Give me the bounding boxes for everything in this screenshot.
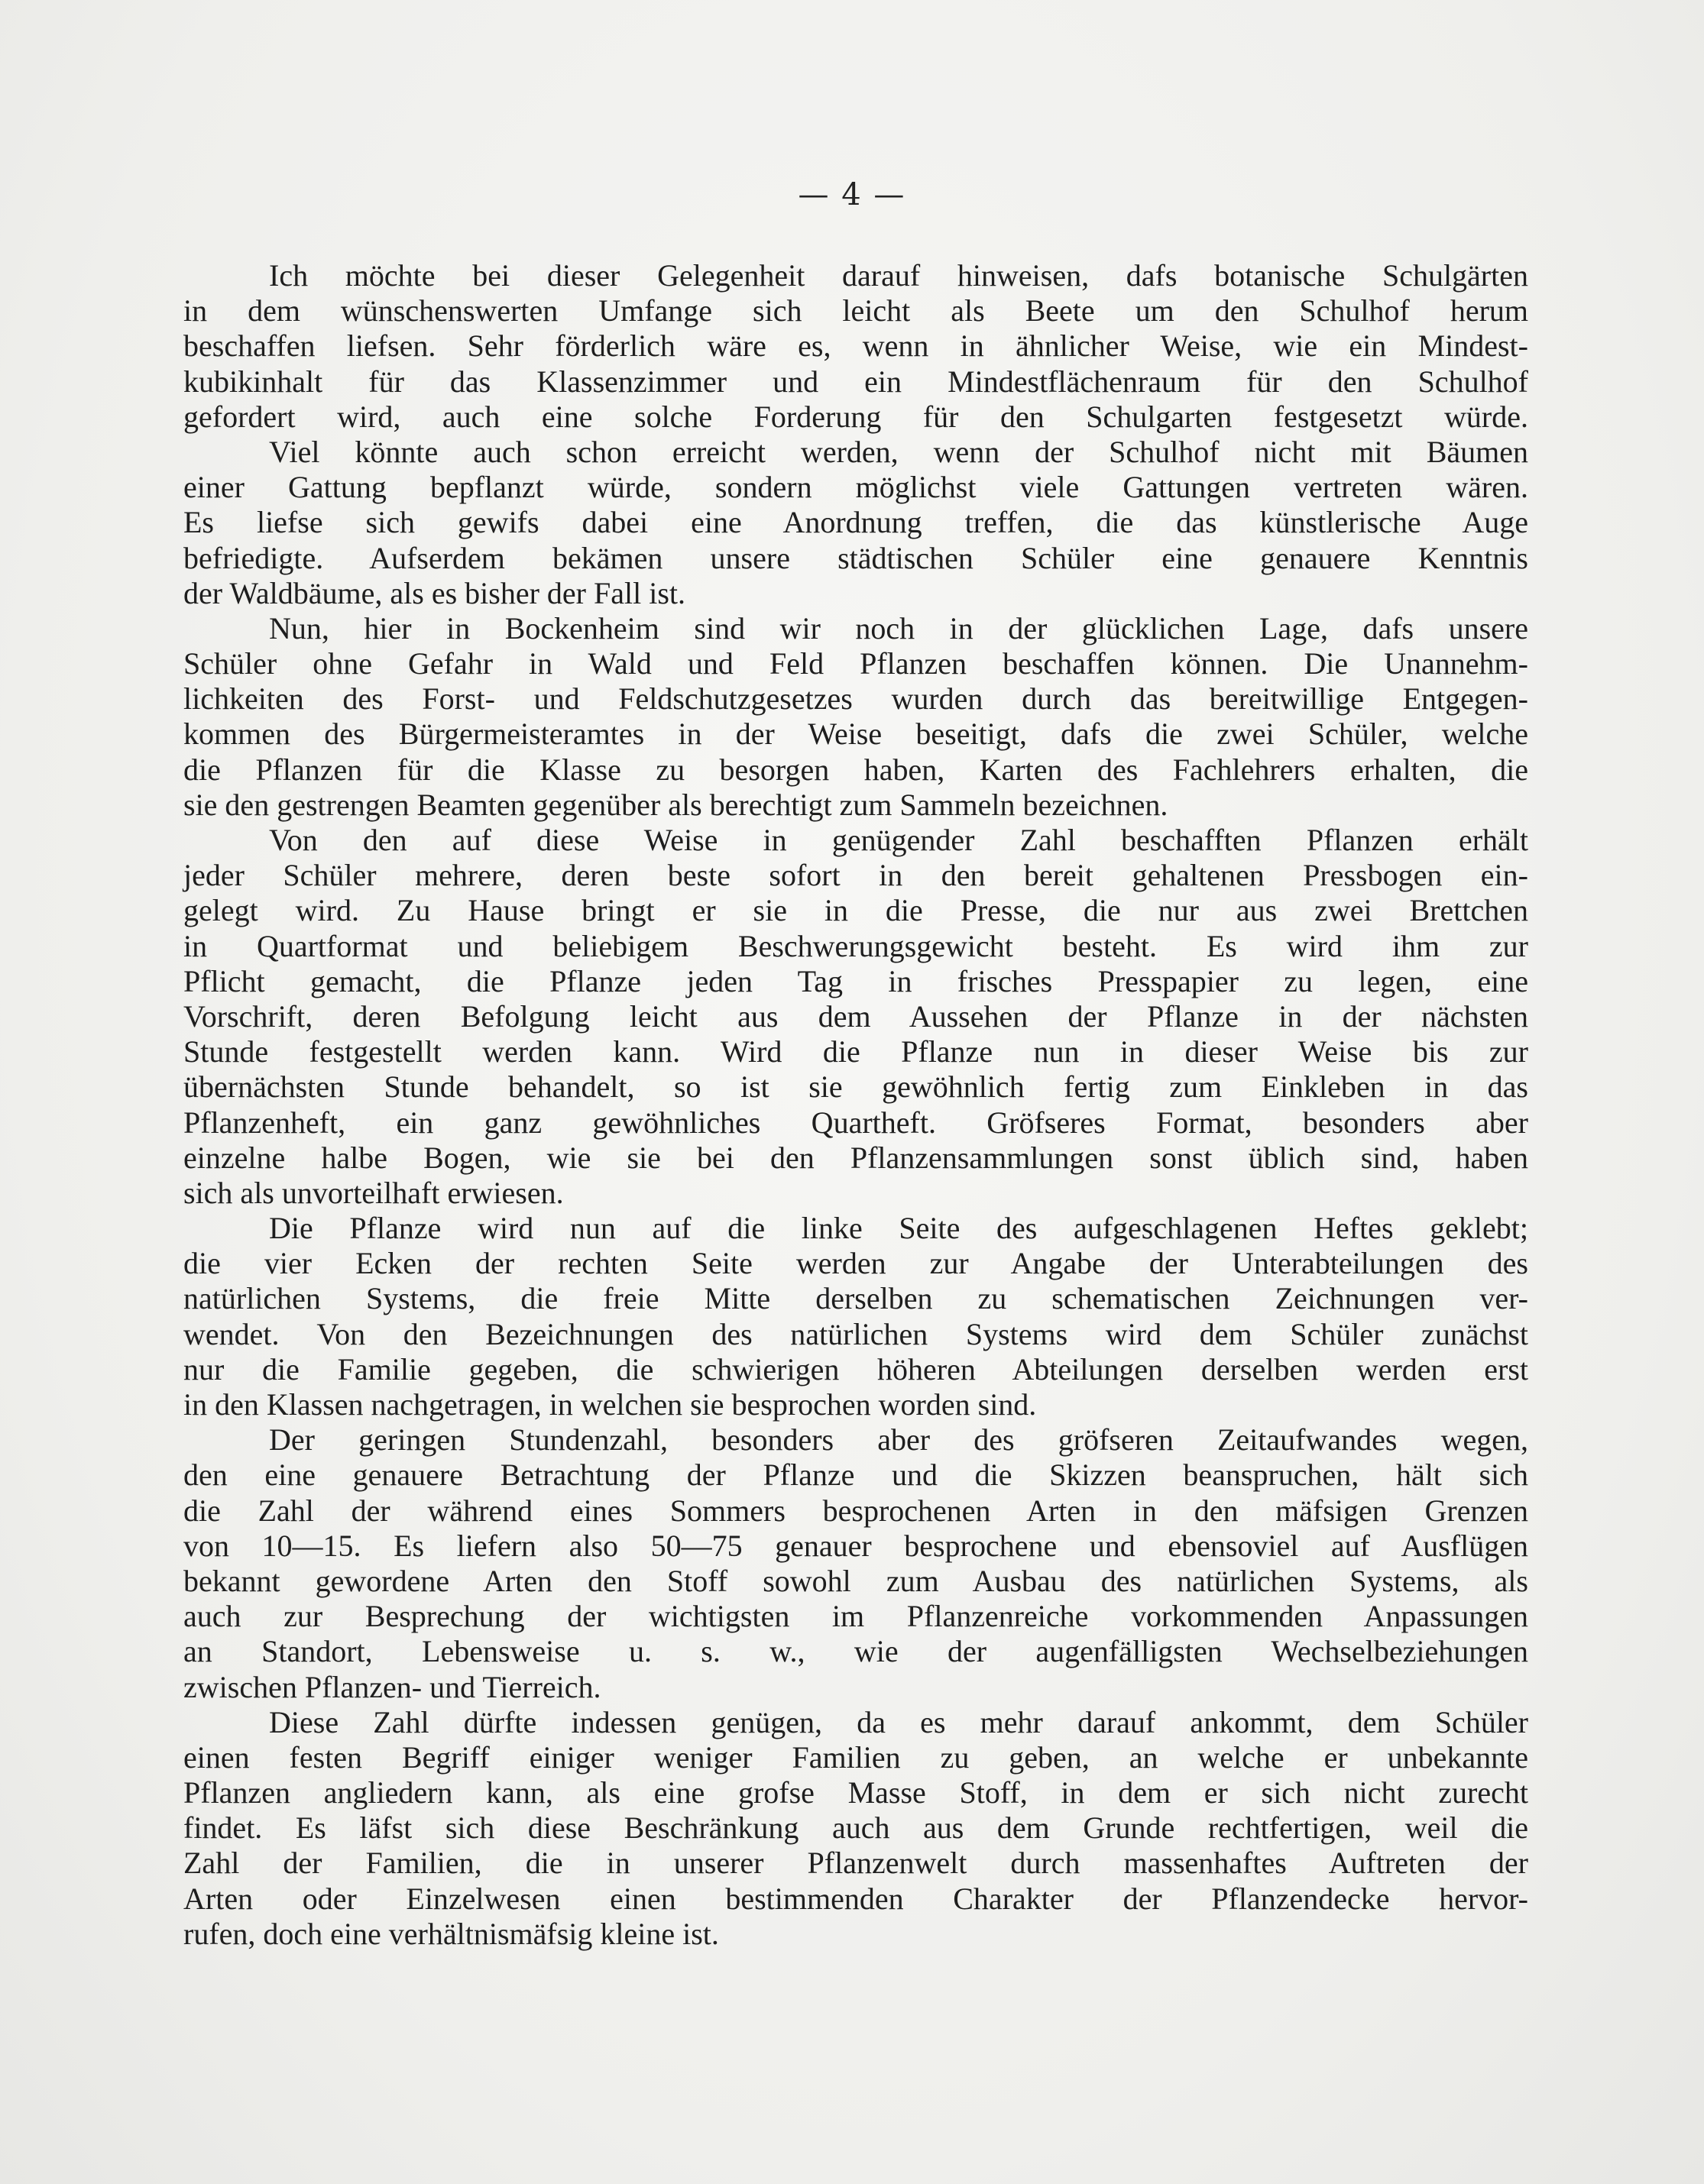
text-line: sie den gestrengen Beamten gegenüber als berechtigt zum Sammeln bezeichnen. (183, 787, 1168, 822)
text-line: der Waldbäume, als es bisher der Fall ist. (183, 575, 685, 610)
text-line: kubikinhalt für das Klassenzimmer und ein Mindestflächenraum für den Schulhof (183, 364, 1528, 399)
text-line: Pflicht gemacht, die Pflanze jeden Tag in frisches Presspapier zu legen, eine (183, 963, 1528, 998)
text-line: Schüler ohne Gefahr in Wald und Feld Pflanzen beschaffen können. Die Unannehm- (183, 646, 1528, 681)
text-line: jeder Schüler mehrere, deren beste sofort in den bereit gehaltenen Pressbogen ein- (183, 858, 1528, 893)
text-line: findet. Es läfst sich diese Beschränkung auch aus dem Grunde rechtfertigen, weil die (183, 1810, 1528, 1846)
text-line: Arten oder Einzelwesen einen bestimmenden Charakter der Pflanzendecke hervor- (183, 1881, 1528, 1916)
text-line: von 10—15. Es liefern also 50—75 genauer besprochene und ebensoviel auf Ausflügen (183, 1528, 1528, 1563)
text-line: einer Gattung bepflanzt würde, sondern möglichst viele Gattungen vertreten wären. (183, 470, 1528, 505)
text-line: Die Pflanze wird nun auf die linke Seite des aufgeschlagenen Heftes geklebt; (269, 1211, 1528, 1246)
text-line: die vier Ecken der rechten Seite werden zur Angabe der Unterabteilungen des (183, 1246, 1528, 1281)
text-line: Stunde festgestellt werden kann. Wird die Pflanze nun in dieser Weise bis zur (183, 1034, 1528, 1069)
text-line: Ich möchte bei dieser Gelegenheit darauf hinweisen, dafs botanische Schulgärten (269, 258, 1528, 293)
text-line: Viel könnte auch schon erreicht werden, wenn der Schulhof nicht mit Bäumen (269, 434, 1528, 469)
text-line: beschaffen liefsen. Sehr förderlich wäre es, wenn in ähnlicher Weise, wie ein Mindest- (183, 328, 1528, 364)
page-number: — 4 — (798, 177, 906, 212)
text-line: Zahl der Familien, die in unserer Pflanzenwelt durch massenhaftes Auftreten der (183, 1846, 1528, 1881)
body-text (183, 258, 1528, 1952)
text-line: die Pflanzen für die Klasse zu besorgen haben, Karten des Fachlehrers erhalten, die (183, 752, 1528, 787)
text-line: natürlichen Systems, die freie Mitte derselben zu schematischen Zeichnungen ver- (183, 1281, 1528, 1316)
text-line: einzelne halbe Bogen, wie sie bei den Pflanzensammlungen sonst üblich sind, haben (183, 1140, 1528, 1175)
text-line: kommen des Bürgermeisteramtes in der Weise beseitigt, dafs die zwei Schüler, welche (183, 717, 1528, 752)
text-line: Der geringen Stundenzahl, besonders aber des gröfseren Zeitaufwandes wegen, (269, 1422, 1528, 1458)
text-line: wendet. Von den Bezeichnungen des natürlichen Systems wird dem Schüler zunächst (183, 1316, 1528, 1351)
text-line: auch zur Besprechung der wichtigsten im Pflanzenreiche vorkommenden Anpassungen (183, 1599, 1528, 1634)
text-line: den eine genauere Betrachtung der Pflanze und die Skizzen beanspruchen, hält sich (183, 1458, 1528, 1493)
text-line: gelegt wird. Zu Hause bringt er sie in die Presse, die nur aus zwei Brettchen (183, 893, 1528, 928)
text-line: Pflanzen angliedern kann, als eine grofse Masse Stoff, in dem er sich nicht zurecht (183, 1775, 1528, 1810)
text-line: in den Klassen nachgetragen, in welchen sie besprochen worden sind. (183, 1387, 1037, 1422)
text-line: die Zahl der während eines Sommers besprochenen Arten in den mäfsigen Grenzen (183, 1493, 1528, 1528)
text-line: Es liefse sich gewifs dabei eine Anordnung treffen, die das künstlerische Auge (183, 505, 1528, 540)
text-line: übernächsten Stunde behandelt, so ist sie gewöhnlich fertig zum Einkleben in das (183, 1069, 1528, 1105)
text-line: Nun, hier in Bockenheim sind wir noch in der glücklichen Lage, dafs unsere (269, 610, 1528, 645)
text-line: gefordert wird, auch eine solche Forderung für den Schulgarten festgesetzt würde. (183, 399, 1528, 434)
text-line: nur die Familie gegeben, die schwierigen höheren Abteilungen derselben werden erst (183, 1351, 1528, 1386)
text-line: in dem wünschenswerten Umfange sich leicht als Beete um den Schulhof herum (183, 293, 1528, 328)
text-line: sich als unvorteilhaft erwiesen. (183, 1175, 564, 1210)
text-line: Von den auf diese Weise in genügender Zahl beschafften Pflanzen erhält (269, 823, 1528, 857)
text-line: lichkeiten des Forst- und Feldschutzgesetzes wurden durch das bereitwillige Entgegen- (183, 681, 1528, 717)
text-line: an Standort, Lebensweise u. s. w., wie der augenfälligsten Wechselbeziehungen (183, 1634, 1528, 1669)
text-line: bekannt gewordene Arten den Stoff sowohl zum Ausbau des natürlichen Systems, als (183, 1563, 1528, 1598)
text-line: befriedigte. Aufserdem bekämen unsere städtischen Schüler eine genauere Kenntnis (183, 540, 1528, 575)
text-line: zwischen Pflanzen- und Tierreich. (183, 1669, 601, 1704)
text-line: rufen, doch eine verhältnismäfsig kleine ist. (183, 1916, 719, 1951)
text-line: Diese Zahl dürfte indessen genügen, da es mehr darauf ankommt, dem Schüler (269, 1704, 1528, 1739)
text-line: einen festen Begriff einiger weniger Familien zu geben, an welche er unbekannte (183, 1739, 1528, 1775)
text-line: Vorschrift, deren Befolgung leicht aus dem Aussehen der Pflanze in der nächsten (183, 998, 1528, 1034)
text-line: in Quartformat und beliebigem Beschwerungsgewicht besteht. Es wird ihm zur (183, 928, 1528, 963)
text-line: Pflanzenheft, ein ganz gewöhnliches Quartheft. Gröfseres Format, besonders aber (183, 1105, 1528, 1140)
